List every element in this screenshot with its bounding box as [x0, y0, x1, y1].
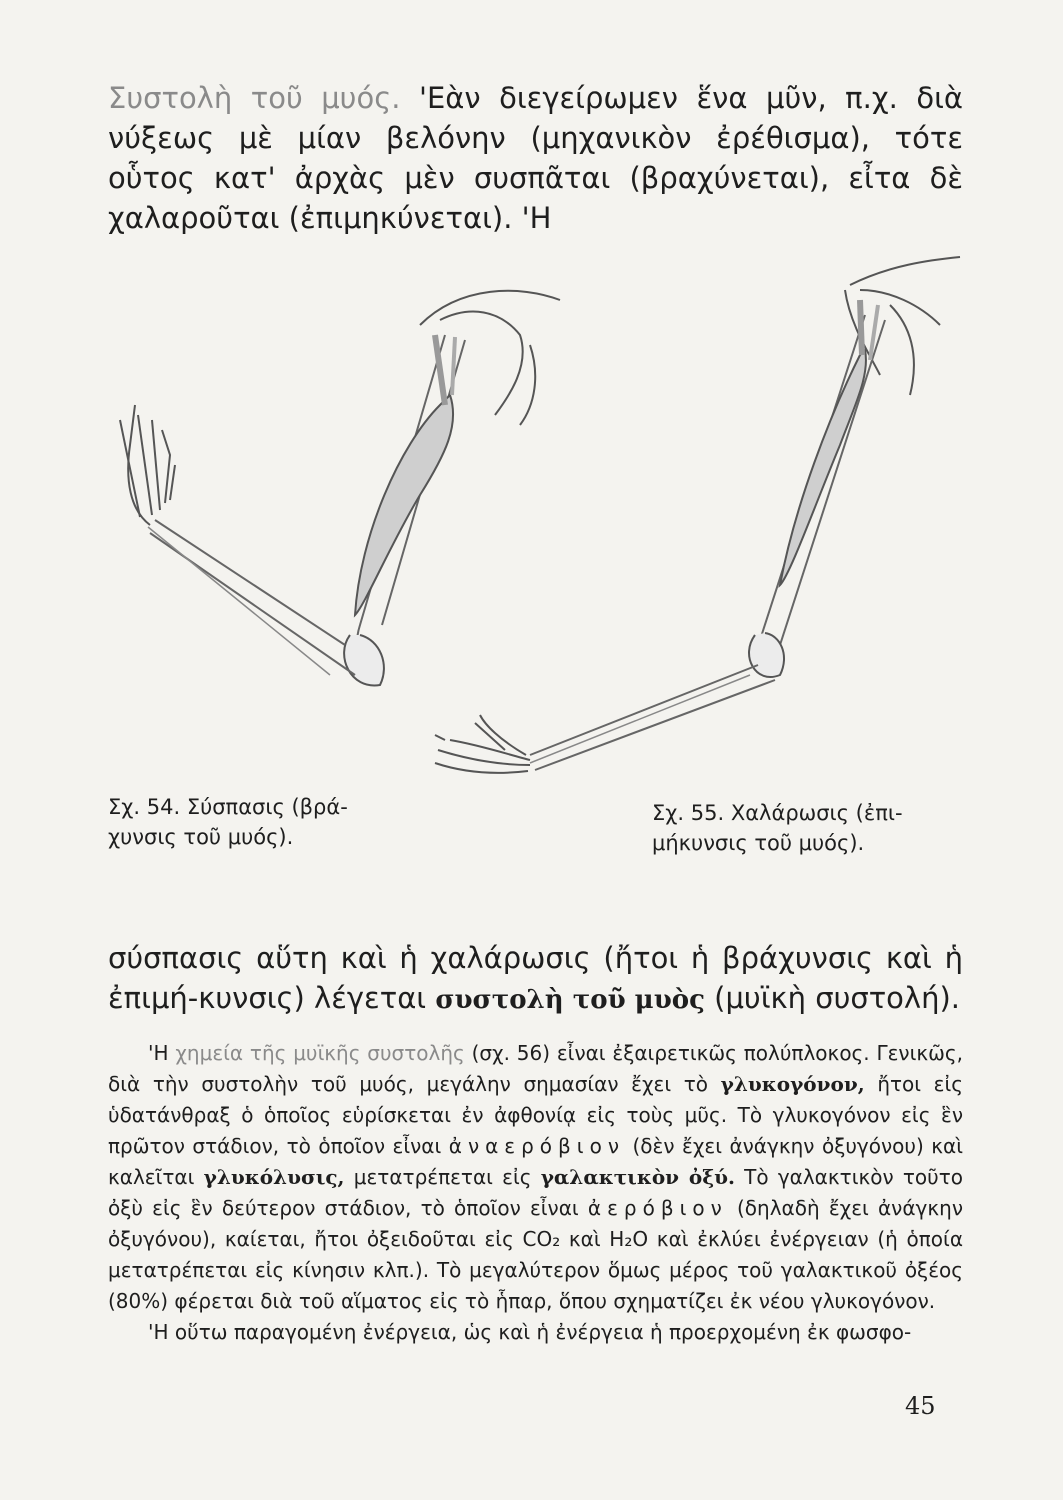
term-aerobic: ἀερόβιον: [587, 1196, 728, 1220]
chemistry-paragraph: [108, 1038, 963, 1317]
p1-text-1: (σχ. 56) εἶναι ἐξαιρετικῶς πολύπλοκος. Γενικῶς, διὰ τὴν συστολὴν τοῦ μυός, μεγάλην σημασίαν ἔχει τὸ: [108, 1041, 963, 1096]
term-anaerobic: ἀναερόβιον: [448, 1134, 625, 1158]
page-number: 45: [905, 1392, 936, 1420]
definition-text-before: σύσπασις αὕτη καὶ ἡ χαλάρωσις (ἤτοι ἡ βράχυνσις καὶ ἡ ἐπιμή-κυνσις) λέγεται: [108, 941, 963, 1015]
caption-fig-54: Σχ. 54. Σύσπασις (βρά-χυνσις τοῦ μυός).: [108, 795, 348, 849]
definition-text-after: (μυϊκὴ συστολή).: [714, 981, 961, 1015]
p1-lead: 'Η: [148, 1041, 169, 1065]
p1-text-3: (δὲν ἔχει ἀνάγκην ὀξυγόνου) καὶ καλεῖται: [108, 1134, 964, 1189]
p1-text-2: ἤτοι εἰς ὑδατάνθραξ ὁ ὁποῖος εὑρίσκεται ἐν ἀφθονίᾳ εἰς τοὺς μῦς. Τὸ γλυκογόνον εἰς ἓν πρῶτον στάδιον, τὸ ὁποῖον εἶναι: [108, 1072, 963, 1158]
intro-paragraph: [108, 78, 963, 238]
caption-fig-55: Σχ. 55. Χαλάρωσις (ἐπι-μήκυνσις τοῦ μυός).: [652, 801, 903, 855]
p1-lead-title: χημεία τῆς μυϊκῆς συστολῆς: [175, 1041, 465, 1065]
figure-55-relaxation: [435, 257, 960, 773]
p1-text-6: (δηλαδὴ ἔχει ἀνάγκην ὀξυγόνου), καίεται, ἤτοι ὀξειδοῦται εἰς CO₂ καὶ H₂O καὶ ἐκλύει ἐνέργειαν (ἡ ὁποία μετατρέπεται εἰς κίνησιν κλπ.). Τὸ μεγαλύτερον ὅμως μέρος τοῦ γαλακτικοῦ ὀξέος (80%) φέρεται διὰ τοῦ αἵματος εἰς τὸ ἧπαρ, ὅπου σχηματίζει ἐκ νέου γλυκογόνον.: [108, 1196, 964, 1313]
term-glycolysis: γλυκόλυσις,: [203, 1165, 345, 1189]
body-text: [108, 1038, 963, 1348]
p1-text-4: μετατρέπεται εἰς: [353, 1165, 532, 1189]
intro-text: 'Εὰν διεγείρωμεν ἕνα μῦν, π.χ. διὰ νύξεως μὲ μίαν βελόνην (μηχανικὸν ἐρέθισμα), τότε οὗτος κατ' ἀρχὰς μὲν συσπᾶται (βραχύνεται), εἶτα δὲ χαλαροῦται (ἐπιμηκύνεται). 'Η: [108, 81, 964, 235]
definition-paragraph: [108, 938, 963, 1020]
arm-figures: [90, 245, 980, 805]
term-glycogen: γλυκογόνον,: [720, 1072, 865, 1096]
section-heading: Συστολὴ τοῦ μυός.: [108, 81, 401, 115]
term-lactic-acid: γαλακτικὸν ὀξύ.: [540, 1165, 735, 1189]
figure-54-contraction: [120, 291, 560, 686]
energy-paragraph: 'Η οὕτω παραγομένη ἐνέργεια, ὡς καὶ ἡ ἐνέργεια ἡ προερχομένη ἐκ φωσφο-: [148, 1320, 912, 1344]
p1-text-5: Τὸ γαλακτικὸν τοῦτο ὀξὺ εἰς ἓν δεύτερον στάδιον, τὸ ὁποῖον εἶναι: [108, 1165, 964, 1220]
definition-term: συστολὴ τοῦ μυὸς: [435, 985, 705, 1015]
